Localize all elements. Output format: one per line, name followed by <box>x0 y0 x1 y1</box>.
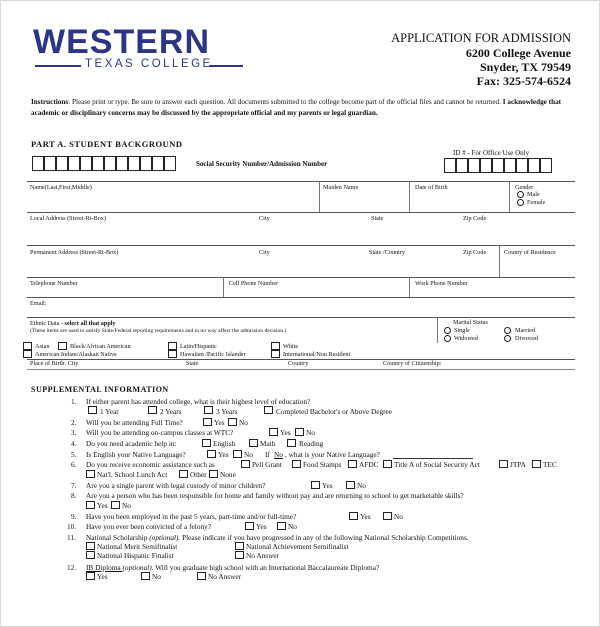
q6-afdc-label: AFDC <box>359 460 379 469</box>
grid-line <box>509 181 510 212</box>
q5-yes-checkbox[interactable] <box>207 450 216 458</box>
grid-line <box>27 277 575 278</box>
office-id-box[interactable] <box>444 158 456 173</box>
grid-line <box>223 277 224 297</box>
q1-3years-label: 3 Years <box>216 407 238 416</box>
local-state-label: State <box>371 215 384 222</box>
q6-title-a-checkbox[interactable] <box>383 460 392 468</box>
ssn-box[interactable] <box>140 156 152 171</box>
local-zip-label: Zip Code <box>463 215 487 222</box>
widowed-radio[interactable] <box>444 335 451 342</box>
q5-native-language-field[interactable] <box>393 458 473 459</box>
ssn-box[interactable] <box>44 156 56 171</box>
grid-line <box>319 181 320 212</box>
q3-no-label: No <box>306 428 315 437</box>
office-id-box[interactable] <box>492 158 504 173</box>
q4-math-checkbox[interactable] <box>249 439 258 447</box>
marital-status-label: Marital Status <box>453 319 488 326</box>
q5-no-checkbox[interactable] <box>233 450 242 458</box>
q6-title-a-label: Title A of Social Security Act <box>394 460 480 469</box>
single-label: Single <box>454 327 470 334</box>
q12-yes-checkbox[interactable] <box>86 572 95 580</box>
married-radio[interactable] <box>504 327 511 334</box>
q6-other-label: Other <box>190 470 207 479</box>
q8-number: 8. <box>71 491 77 500</box>
q6-pell-label: Pell Grant <box>252 460 282 469</box>
cell-phone-label: Cell Phone Number <box>229 280 279 287</box>
q9-yes-checkbox[interactable] <box>349 512 358 520</box>
q12-no-checkbox[interactable] <box>141 572 150 580</box>
q8-no-checkbox[interactable] <box>111 501 120 509</box>
q10-text: Have you ever been convicted of a felony? <box>86 522 212 531</box>
college-city: Snyder, TX 79549 <box>479 60 571 74</box>
q1-2years-checkbox[interactable] <box>148 406 157 414</box>
grid-line <box>27 181 575 182</box>
q5-native-language-label: , what is your Native Language? <box>285 450 380 459</box>
maiden-name-label: Maiden Name <box>323 184 359 191</box>
q10-number: 10. <box>67 522 77 531</box>
q9-yes-label: Yes <box>360 512 371 521</box>
q1-1year-checkbox[interactable] <box>88 406 97 414</box>
q1-text: If either parent has attended college, what is their highest level of education? <box>86 397 311 406</box>
q6-lunch-act-checkbox[interactable] <box>86 470 95 478</box>
q2-no-label: No <box>239 418 248 427</box>
grid-line <box>27 297 575 298</box>
q2-text: Will you be attending Full Time? <box>86 418 183 427</box>
q8-no-label: No <box>122 501 131 510</box>
q4-number: 4. <box>71 439 77 448</box>
office-id-box[interactable] <box>516 158 528 173</box>
q8-yes-label: Yes <box>97 501 108 510</box>
ethnic-title: Ethnic Data - select all that apply <box>30 320 116 327</box>
grid-line <box>409 277 410 297</box>
divorced-radio[interactable] <box>504 335 511 342</box>
hawaiian-label: Hawaiian /Pacific Islander <box>180 351 246 358</box>
q1-bachelor-label: Completed Bachelor's or Above Degree <box>276 407 393 416</box>
q6-lunch-act-label: Nat'l. School Lunch Act <box>97 470 168 479</box>
q9-number: 9. <box>71 512 77 521</box>
q2-no-checkbox[interactable] <box>228 418 237 426</box>
q10-yes-label: Yes <box>256 522 267 531</box>
q12-yes-label: Yes <box>97 572 108 581</box>
office-id-box[interactable] <box>480 158 492 173</box>
q10-no-checkbox[interactable] <box>277 522 286 530</box>
grid-line <box>499 245 500 277</box>
logo-western: WESTERN <box>33 23 210 61</box>
q6-food-stamps-checkbox[interactable] <box>292 460 301 468</box>
q6-text: Do you receive economic assistance such as <box>86 460 215 469</box>
q12-no-label: No <box>152 572 161 581</box>
local-city-label: City <box>259 215 270 222</box>
white-checkbox[interactable] <box>271 342 280 350</box>
ssn-box[interactable] <box>56 156 68 171</box>
q6-food-stamps-label: Food Stamps <box>303 460 342 469</box>
college-fax: Fax: 325-574-6524 <box>476 74 571 88</box>
q4-english-checkbox[interactable] <box>202 439 211 447</box>
q6-afdc-checkbox[interactable] <box>348 460 357 468</box>
q2-yes-label: Yes <box>214 418 225 427</box>
ssn-label: Social Security Number/Admission Number <box>196 160 328 168</box>
ssn-box[interactable] <box>128 156 140 171</box>
q4-math-label: Math <box>260 439 276 448</box>
q4-reading-checkbox[interactable] <box>287 439 296 447</box>
grid-line <box>27 245 575 246</box>
ssn-box[interactable] <box>68 156 80 171</box>
permanent-zip-label: Zip Code <box>463 249 487 256</box>
birth-country-label: Country <box>288 360 309 367</box>
q9-text: Have you been employed in the past 5 years, part-time and/or full-time? <box>86 512 297 521</box>
q3-yes-label: Yes <box>280 428 291 437</box>
ssn-box[interactable] <box>80 156 92 171</box>
q7-yes-checkbox[interactable] <box>311 481 320 489</box>
logo-rule-right <box>209 65 243 67</box>
q3-yes-checkbox[interactable] <box>269 428 278 436</box>
name-label: Name(Last,First,Middle) <box>30 184 92 191</box>
asian-label: Asian <box>35 343 50 350</box>
female-label: Female <box>527 199 546 206</box>
american-indian-checkbox[interactable] <box>23 350 32 358</box>
q11-text: National Scholarship (optional). Please indicate if you have progressed in any of the following National Scholarship Competitions. <box>86 533 469 542</box>
q10-yes-checkbox[interactable] <box>245 522 254 530</box>
q7-text: Are you a single parent with legal custody of minor children? <box>86 481 266 490</box>
hawaiian-checkbox[interactable] <box>168 350 177 358</box>
ssn-box[interactable] <box>116 156 128 171</box>
ssn-box[interactable] <box>152 156 164 171</box>
q11-no-answer-checkbox[interactable] <box>235 551 244 559</box>
gender-label: Gender <box>515 184 534 191</box>
q6-number: 6. <box>71 460 77 469</box>
q4-reading-label: Reading <box>299 439 324 448</box>
grid-line <box>27 369 575 370</box>
ssn-box[interactable] <box>164 156 176 171</box>
american-indian-label: American Indian/Alaskan Native <box>35 351 117 358</box>
q7-no-label: No <box>357 481 366 490</box>
grid-line <box>437 317 438 343</box>
q6-none-checkbox[interactable] <box>209 470 218 478</box>
q3-no-checkbox[interactable] <box>295 428 304 436</box>
dob-label: Date of Birth <box>415 184 448 191</box>
q1-3years-checkbox[interactable] <box>204 406 213 414</box>
q11-achievement-checkbox[interactable] <box>235 542 244 550</box>
office-id-box[interactable] <box>468 158 480 173</box>
office-id-box[interactable] <box>540 158 552 173</box>
q1-number: 1. <box>71 397 77 406</box>
q2-yes-checkbox[interactable] <box>203 418 212 426</box>
q4-english-label: English <box>213 439 236 448</box>
email-label: Email: <box>30 300 47 307</box>
q5-if-label: If <box>265 450 270 459</box>
ssn-box[interactable] <box>104 156 116 171</box>
q7-no-checkbox[interactable] <box>346 481 355 489</box>
q11-no-answer-label: No Answer <box>246 551 280 560</box>
international-checkbox[interactable] <box>271 350 280 358</box>
q12-no-answer-label: No Answer <box>208 572 242 581</box>
q3-text: Will you be attending on-campus classes at WTC? <box>86 428 234 437</box>
logo-rule-left <box>35 65 81 67</box>
q11-number: 11. <box>67 533 76 542</box>
q8-text: Are you a person who has been responsible for home and family without pay and are returning to school to get marketable skills? <box>86 491 464 500</box>
male-label: Male <box>527 191 540 198</box>
grid-line <box>409 181 410 212</box>
permanent-state-label: State /Country <box>369 249 405 256</box>
q5-if-no-label: No <box>274 450 283 459</box>
office-id-box[interactable] <box>504 158 516 173</box>
q11-merit-label: National Merit Semifinalist <box>97 542 178 551</box>
married-label: Married <box>515 327 535 334</box>
q1-1year-label: 1 Year <box>100 407 119 416</box>
q5-number: 5. <box>71 450 77 459</box>
q5-text: Is English your Native Language? <box>86 450 186 459</box>
part-a-title: PART A. STUDENT BACKGROUND <box>31 139 183 149</box>
black-label: Black/African American <box>70 343 131 350</box>
q5-yes-label: Yes <box>218 450 229 459</box>
permanent-address-label: Permanent Address (Street-Rt-Box) <box>30 249 119 256</box>
q2-number: 2. <box>71 418 77 427</box>
grid-line <box>27 212 575 213</box>
q10-no-label: No <box>288 522 297 531</box>
divorced-label: Divorced <box>515 335 539 342</box>
grid-line <box>27 317 575 318</box>
q8-yes-checkbox[interactable] <box>86 501 95 509</box>
college-street: 6200 College Avenue <box>465 46 571 60</box>
q9-no-label: No <box>394 512 403 521</box>
single-radio[interactable] <box>444 327 451 334</box>
work-phone-label: Work Phone Number <box>415 280 468 287</box>
permanent-city-label: City <box>259 249 270 256</box>
office-id-box[interactable] <box>528 158 540 173</box>
q11-achievement-label: National Achievement Semifinalist <box>246 542 349 551</box>
supplemental-title: SUPPLEMENTAL INFORMATION <box>31 385 169 394</box>
q11-merit-checkbox[interactable] <box>86 542 95 550</box>
q3-number: 3. <box>71 428 77 437</box>
q5-no-label: No <box>244 450 253 459</box>
black-checkbox[interactable] <box>58 342 67 350</box>
birth-city-label: Place of Birth: City <box>30 360 79 367</box>
office-use-label: ID # - For Office Use Only <box>453 149 530 157</box>
birth-state-label: State <box>186 360 199 367</box>
q11-hispanic-label: National Hispanic Finalist <box>97 551 174 560</box>
q6-pell-checkbox[interactable] <box>241 460 250 468</box>
ssn-box[interactable] <box>92 156 104 171</box>
telephone-label: Telephone Number <box>30 280 78 287</box>
q6-jtpa-label: JTPA <box>510 460 526 469</box>
q6-jtpa-checkbox[interactable] <box>499 460 508 468</box>
q9-no-checkbox[interactable] <box>383 512 392 520</box>
q7-number: 7. <box>71 481 77 490</box>
q1-bachelor-checkbox[interactable] <box>264 406 273 414</box>
q6-other-checkbox[interactable] <box>179 470 188 478</box>
q4-text: Do you need academic help in: <box>86 439 177 448</box>
q12-number: 12. <box>67 563 77 572</box>
white-label: White <box>283 343 299 350</box>
instructions: Instructions: Please print or type. Be sure to answer each question. All documents submitted to the college become part of the official files and cannot be returned. I acknowledge that academic or disciplinary concerns may be discussed by the appropriate official and my parents or legal guardian. <box>31 98 562 117</box>
ethnic-note: (These items are used to satisfy State/Federal reporting requirements and in no way affect the admission decision.) <box>30 328 287 334</box>
form-title: APPLICATION FOR ADMISSION <box>391 31 571 45</box>
q11-hispanic-checkbox[interactable] <box>86 551 95 559</box>
latin-label: Latin/Hispanic <box>180 343 217 350</box>
q1-2years-label: 2 Years <box>160 407 182 416</box>
local-address-label: Local Address (Street-Rt-Box) <box>30 215 106 222</box>
gender-female-radio[interactable] <box>517 199 524 206</box>
q7-yes-label: Yes <box>322 481 333 490</box>
q12-no-answer-checkbox[interactable] <box>197 572 206 580</box>
county-label: County of Residence <box>504 249 556 256</box>
widowed-label: Widowed <box>454 335 478 342</box>
q12-text: IB Diploma (optional). Will you graduate high school with an International Baccalaureate Diploma? <box>86 563 380 572</box>
q6-none-label: None <box>220 470 236 479</box>
latin-checkbox[interactable] <box>168 342 177 350</box>
international-label: International/Non Resident <box>283 351 351 358</box>
office-id-box[interactable] <box>456 158 468 173</box>
ssn-box[interactable] <box>32 156 44 171</box>
q6-tec-label: TEC <box>543 460 557 469</box>
logo-texas-college: TEXAS COLLEGE <box>85 58 213 70</box>
q6-tec-checkbox[interactable] <box>532 460 541 468</box>
citizenship-label: Country of Citizenship: <box>383 360 442 367</box>
gender-male-radio[interactable] <box>517 191 524 198</box>
asian-checkbox[interactable] <box>23 342 32 350</box>
